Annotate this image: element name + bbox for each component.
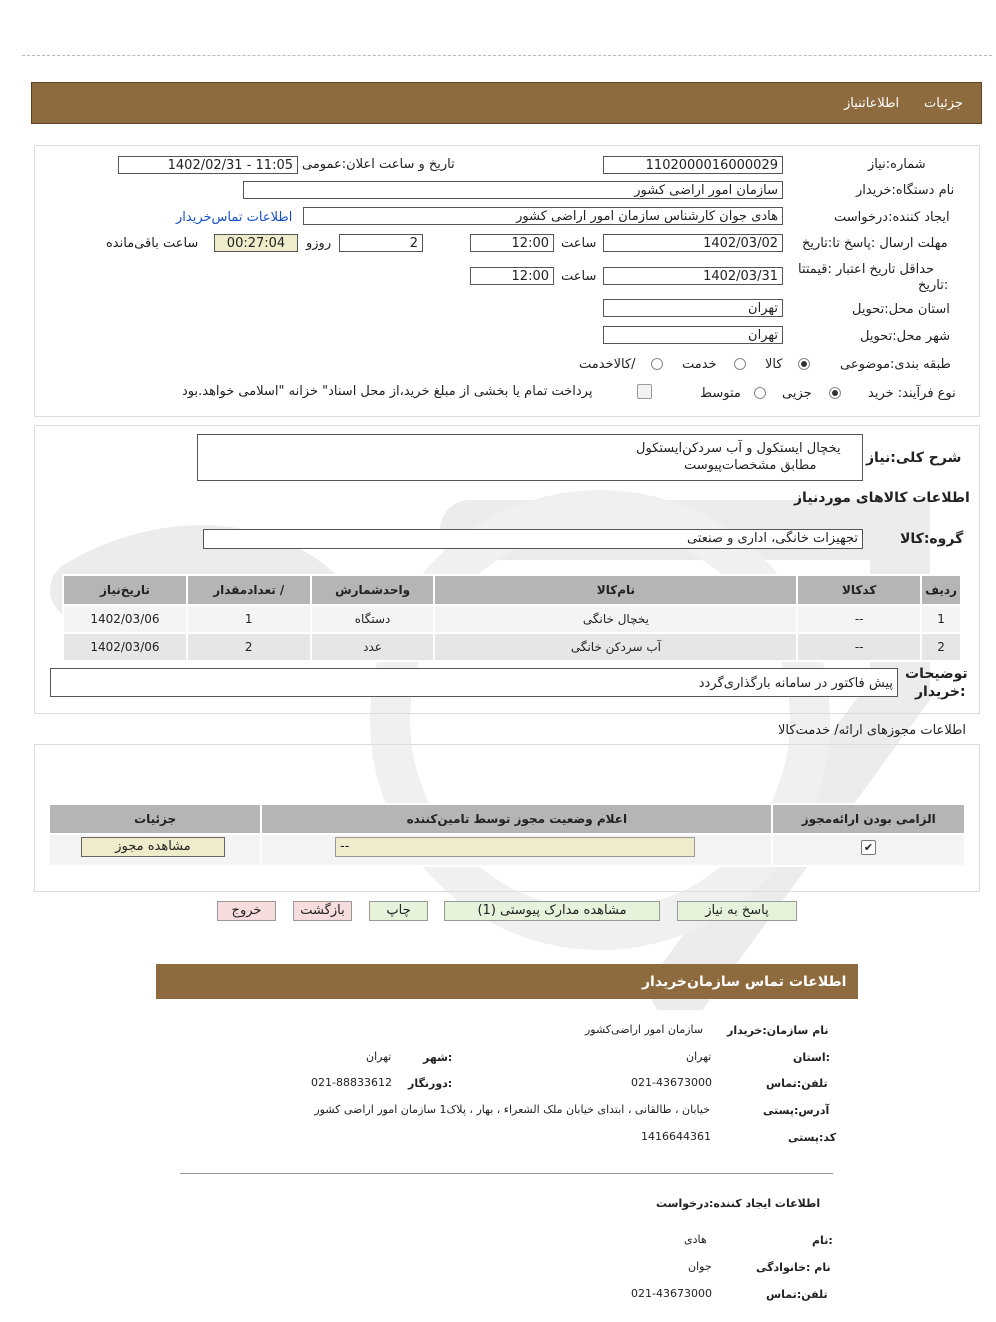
print-button[interactable]: چاپ: [369, 901, 428, 921]
goods-table-header: [63, 575, 961, 605]
creator-name-value: هادی: [684, 1233, 707, 1246]
reply-button[interactable]: پاسخ به نیاز: [677, 901, 797, 921]
validity-date-field: 1402/03/31: [603, 267, 783, 285]
remaining-label: ساعت باقی‌مانده: [106, 236, 199, 251]
description-line2: مطابق مشخصات‌پیوست: [684, 458, 817, 473]
col-required: الزامی بودن ارائه‌مجوز: [772, 804, 965, 834]
category-label: طبقه بندی:موضوعی: [840, 357, 951, 372]
permit-status-field: --: [335, 837, 695, 857]
phone-label: تلفن:تماس: [766, 1077, 828, 1090]
need-number-label: شماره:نیاز: [868, 157, 926, 172]
payment-note: پرداخت تمام یا بخشی از مبلغ خرید،از محل اسناد" خزانه "اسلامی خواهد.بود: [182, 384, 593, 399]
cell-qty: 2: [187, 633, 311, 661]
payment-checkbox[interactable]: [637, 384, 652, 399]
process-label: نوع فرآیند: خرید: [868, 386, 956, 401]
tab-need-info[interactable]: اطلاعاتنیاز: [844, 96, 900, 111]
validity-time-field: 12:00: [470, 267, 554, 285]
address-value: خیابان ، طالقانی ، ابتدای خیابان ملک الشعراء ، بهار ، پلاک1 سازمان امور اراضی کشور: [314, 1103, 710, 1116]
need-number-field: 1102000016000029: [603, 156, 783, 174]
deadline-time-field: 12:00: [470, 234, 554, 252]
header-bar: [31, 82, 982, 124]
col-status: اعلام وضعیت مجوز توسط تامین‌کننده: [261, 804, 772, 834]
contact-title: اطلاعات تماس سازمان‌خریدار: [642, 974, 847, 990]
description-line1: یخچال ایستکول و آب سردکن‌ایستکول: [636, 441, 841, 456]
col-code: کدکالا: [797, 575, 921, 605]
cell-code: --: [797, 633, 921, 661]
deadline-time-label: ساعت: [561, 236, 597, 251]
city-label: شهر محل:تحویل: [860, 329, 950, 344]
cell-unit: عدد: [311, 633, 435, 661]
creator-info-title: اطلاعات ایجاد کننده:درخواست: [656, 1197, 821, 1210]
description-label: شرح کلی:نیاز: [866, 450, 962, 466]
contact-province-value: تهران: [686, 1050, 712, 1063]
col-name: نام‌کالا: [434, 575, 797, 605]
required-checkbox[interactable]: ✔: [861, 840, 876, 855]
fax-label: :دورنگار: [408, 1077, 453, 1090]
exit-button[interactable]: خروج: [217, 901, 276, 921]
view-permit-button[interactable]: مشاهده مجوز: [81, 837, 225, 857]
contact-city-label: :شهر: [423, 1051, 453, 1064]
creator-name-label: :نام: [812, 1234, 833, 1247]
province-label: استان محل:تحویل: [852, 302, 950, 317]
org-label: نام سازمان:خریدار: [727, 1024, 829, 1037]
process-minor-radio[interactable]: [829, 387, 841, 399]
contact-city-value: تهران: [366, 1050, 392, 1063]
cell-name: یخچال خانگی: [434, 605, 797, 633]
table-row: [63, 633, 961, 661]
top-divider: [22, 55, 992, 56]
permits-title: اطلاعات مجوزهای ارائه/ خدمت‌کالا: [778, 723, 967, 738]
validity-label-2: :تاریخ: [918, 278, 949, 293]
deadline-label: مهلت ارسال :پاسخ تا:تاریخ: [802, 236, 948, 251]
group-label: گروه:کالا: [900, 531, 964, 547]
category-service-label: خدمت: [682, 357, 717, 372]
postal-value: 1416644361: [641, 1130, 711, 1143]
creator-family-label: نام :خانوادگی: [756, 1261, 831, 1274]
buyer-notes-label-2: :خریدار: [915, 684, 966, 700]
validity-time-label: ساعت: [561, 269, 597, 284]
table-row: [63, 605, 961, 633]
process-minor-label: جزیی: [782, 386, 812, 401]
permits-table: [48, 803, 966, 867]
col-unit: واحدشمارش: [311, 575, 435, 605]
category-goods-radio[interactable]: [798, 358, 810, 370]
validity-label-1: حداقل تاریخ اعتبار :قیمتتا: [798, 262, 935, 277]
contact-province-label: :استان: [793, 1051, 830, 1064]
cell-date: 1402/03/06: [63, 605, 187, 633]
category-both-radio[interactable]: [651, 358, 663, 370]
address-label: آدرس:پستی: [763, 1104, 830, 1117]
contact-divider: [180, 1173, 833, 1174]
category-goods-label: کالا: [765, 357, 783, 372]
goods-info-title: اطلاعات کالاهای موردنیاز: [794, 490, 970, 506]
cell-qty: 1: [187, 605, 311, 633]
back-button[interactable]: بازگشت: [293, 901, 352, 921]
permits-table-header: [49, 804, 965, 834]
org-value: سازمان امور اراضی‌کشور: [585, 1023, 704, 1036]
goods-table: [62, 574, 962, 662]
process-medium-label: متوسط: [700, 386, 741, 401]
creator-label: ایجاد کننده:درخواست: [834, 210, 950, 225]
buyer-notes-field: پیش فاکتور در سامانه بارگذاری‌گردد: [50, 668, 898, 697]
category-service-radio[interactable]: [734, 358, 746, 370]
days-label: روزو: [306, 236, 332, 251]
col-row: ردیف: [921, 575, 961, 605]
announce-field: 1402/02/31 - 11:05: [118, 156, 298, 174]
phone-value: 021-43673000: [631, 1076, 712, 1089]
creator-family-value: جوان: [688, 1260, 712, 1273]
col-qty: / تعدادمقدار: [187, 575, 311, 605]
postal-label: کد:پستی: [788, 1131, 837, 1144]
cell-row: 1: [921, 605, 961, 633]
tab-details[interactable]: جزئیات: [924, 96, 963, 111]
creator-field: هادی جوان کارشناس سازمان امور اراضی کشور: [303, 207, 783, 225]
province-field: تهران: [603, 299, 783, 317]
cell-date: 1402/03/06: [63, 633, 187, 661]
cell-unit: دستگاه: [311, 605, 435, 633]
col-details: جزئیات: [49, 804, 261, 834]
category-both-label: /کالاخدمت: [579, 357, 636, 372]
fax-value: 021-88833612: [311, 1076, 392, 1089]
contact-buyer-link[interactable]: اطلاعات تماس‌خریدار: [176, 210, 293, 225]
cell-name: آب سردکن خانگی: [434, 633, 797, 661]
buyer-org-label: نام دستگاه:خریدار: [856, 183, 955, 198]
announce-label: تاریخ و ساعت اعلان:عمومی: [302, 157, 455, 172]
cell-code: --: [797, 605, 921, 633]
deadline-date-field: 1402/03/02: [603, 234, 783, 252]
col-date: تاریخ‌نیاز: [63, 575, 187, 605]
group-field: تجهیزات خانگی، اداری و صنعتی: [203, 529, 863, 549]
cell-row: 2: [921, 633, 961, 661]
buyer-org-field: سازمان امور اراضی کشور: [243, 181, 783, 199]
attachments-button[interactable]: مشاهده مدارک پیوستی (1): [444, 901, 660, 921]
process-medium-radio[interactable]: [754, 387, 766, 399]
creator-phone-value: 021-43673000: [631, 1287, 712, 1300]
city-field: تهران: [603, 326, 783, 344]
days-field: 2: [339, 234, 423, 252]
remaining-time-field: 00:27:04: [214, 234, 298, 252]
buyer-notes-label-1: توضیحات: [905, 666, 968, 682]
creator-phone-label: تلفن:تماس: [766, 1288, 828, 1301]
